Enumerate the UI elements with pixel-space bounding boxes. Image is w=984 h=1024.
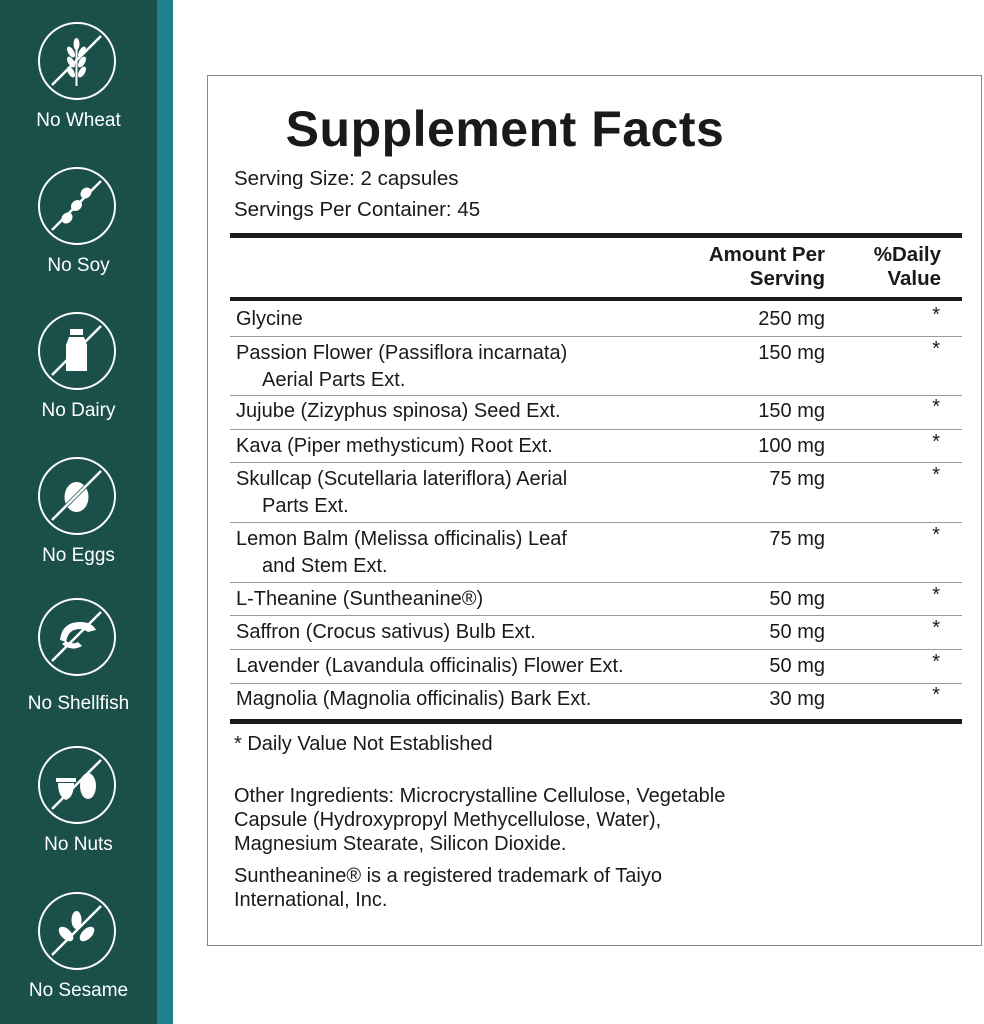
bottom-rule bbox=[230, 719, 962, 724]
other-ingredients: Other Ingredients: Microcrystalline Cellulose, Vegetable Capsule (Hydroxypropyl Methycellulose, Water), Magnesium Stearate, Silicon Dioxide. bbox=[234, 785, 726, 855]
wheat-icon bbox=[38, 22, 116, 100]
row-divider bbox=[230, 582, 962, 583]
row-divider bbox=[230, 615, 962, 616]
trademark-note: Suntheanine® is a registered trademark of Taiyo International, Inc. bbox=[234, 865, 662, 911]
milk-bottle-icon bbox=[38, 312, 116, 390]
row-divider bbox=[230, 429, 962, 430]
row-divider bbox=[230, 649, 962, 650]
badge-label: No Soy bbox=[47, 255, 110, 276]
facts-title: Supplement Facts bbox=[285, 101, 725, 157]
badge-label: No Dairy bbox=[41, 400, 116, 421]
badge-label: No Sesame bbox=[28, 980, 129, 1001]
row-divider bbox=[230, 462, 962, 463]
badge-label: No Shellfish bbox=[27, 693, 130, 714]
row-divider bbox=[230, 683, 962, 684]
sesame-leaf-icon bbox=[38, 892, 116, 970]
row-divider bbox=[230, 336, 962, 337]
nut-icon bbox=[38, 746, 116, 824]
header-daily-value: %Daily Value bbox=[873, 243, 941, 290]
badge-label: No Eggs bbox=[42, 545, 115, 566]
shrimp-icon bbox=[38, 598, 116, 676]
header-rule bbox=[230, 297, 962, 301]
servings-per-container: Servings Per Container: 45 bbox=[234, 198, 481, 221]
egg-icon bbox=[38, 457, 116, 535]
header-amount-per-serving: Amount Per Serving bbox=[708, 243, 825, 290]
row-divider bbox=[230, 522, 962, 523]
soybean-icon bbox=[38, 167, 116, 245]
row-divider bbox=[230, 395, 962, 396]
badge-label: No Nuts bbox=[44, 834, 113, 855]
badge-label: No Wheat bbox=[36, 110, 121, 131]
daily-value-footnote: * Daily Value Not Established bbox=[234, 733, 493, 755]
serving-size: Serving Size: 2 capsules bbox=[234, 167, 459, 190]
top-rule bbox=[230, 233, 962, 238]
